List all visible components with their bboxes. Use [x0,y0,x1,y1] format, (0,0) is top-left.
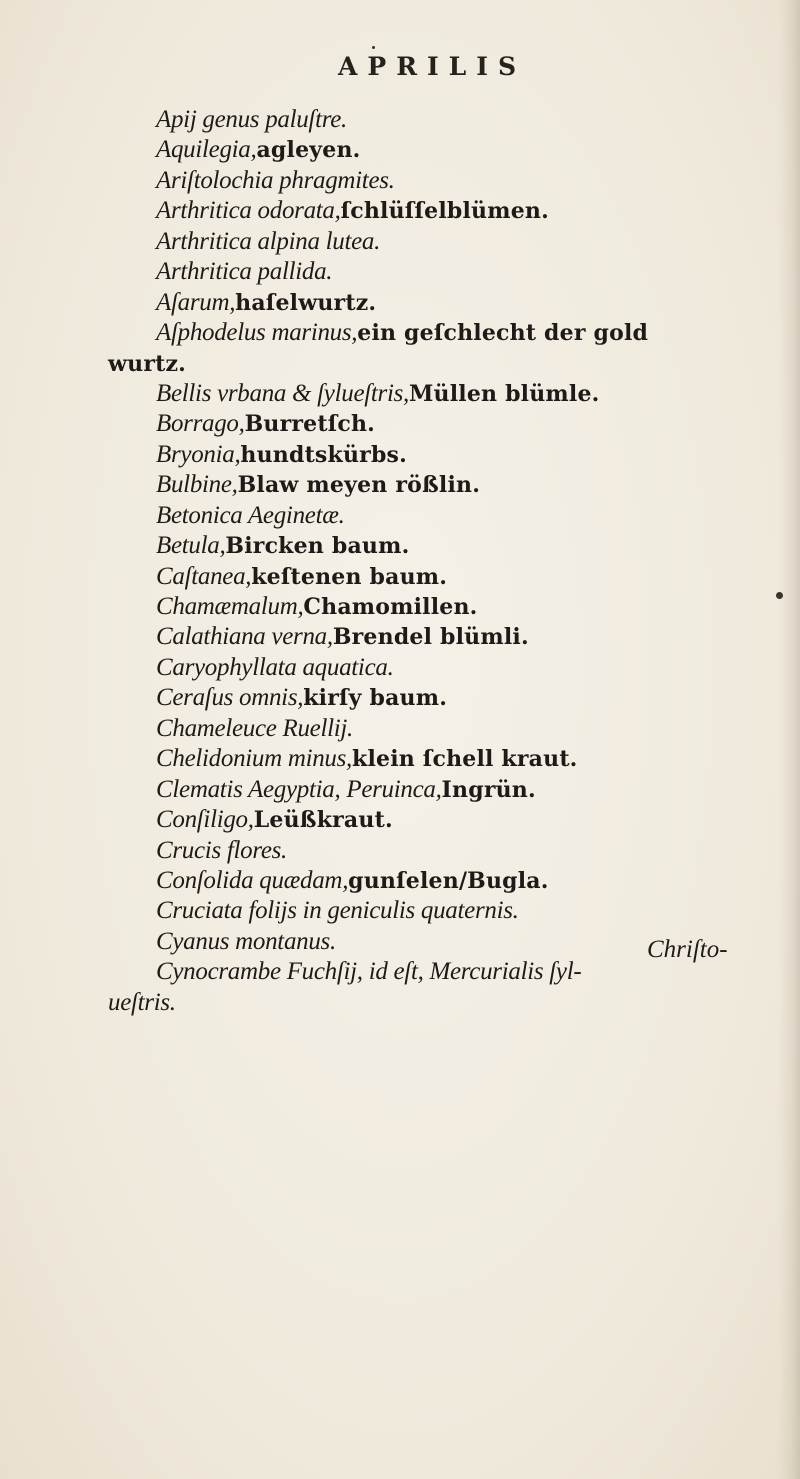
list-item [108,804,788,834]
list-item [108,165,788,195]
list-item [108,561,788,591]
catchword: Chriſto- [647,936,728,963]
list-item [108,226,788,256]
list-item [108,378,788,408]
running-title: APRILIS [338,52,526,81]
german-name: hundtskürbs. [240,441,407,468]
latin-name: Calathiana verna, [156,623,333,651]
list-item [108,895,788,925]
list-item [108,287,788,317]
latin-name: Bellis vrbana & ſylueſtris, [156,379,409,407]
german-name: Bircken baum. [225,533,410,560]
ink-speck [372,46,375,49]
latin-name: Chameleuce Ruellij. [156,714,354,742]
german-name: keſtenen baum. [251,563,448,590]
list-item [108,408,788,438]
german-name: ſchlüſſelblümen. [340,198,549,225]
list-item [108,713,788,743]
latin-name: Cynocrambe Fuchſij, id eſt, Mercurialis ſyl- [156,958,582,986]
list-item [108,865,788,895]
list-item [108,256,788,286]
latin-name: Betonica Aeginetæ. [156,501,345,529]
list-item [108,530,788,560]
list-item [108,621,788,651]
latin-name: Borrago, [156,410,245,438]
latin-name: Clematis Aegyptia, Peruinca, [156,775,442,803]
german-name: Ingrün. [441,776,536,803]
latin-name: Aſphodelus marinus, [156,319,358,347]
plant-list [108,104,788,1017]
latin-name: Ariſtolochia phragmites. [156,166,395,194]
list-item [108,774,788,804]
latin-name: Caryophyllata aquatica. [156,653,394,681]
latin-name: Cruciata folijs in geniculis quaternis. [156,897,519,925]
list-item [108,652,788,682]
german-name: gunſelen/Bugla. [348,867,549,894]
german-name: kirſy baum. [303,685,448,712]
latin-name: Aſarum, [156,288,236,316]
german-name: Brendel blümli. [332,624,529,651]
latin-name: Conſiligo, [156,806,254,834]
latin-name: Arthritica odorata, [156,197,341,225]
latin-name: ueſtris. [108,988,176,1016]
list-item-continuation [108,348,788,378]
german-name: agleyen. [256,137,361,164]
german-name: Chamomillen. [303,594,478,620]
latin-name: Arthritica alpina lutea. [156,227,381,255]
latin-name: Arthritica pallida. [156,258,333,286]
german-name: Burretſch. [244,411,376,438]
latin-name: Cyanus montanus. [156,927,336,955]
list-item [108,317,788,347]
latin-name: Bulbine, [156,471,238,499]
list-item [108,500,788,530]
german-name: wurtz. [108,350,187,377]
latin-name: Chamæmalum, [156,593,304,620]
list-item [108,195,788,225]
list-item [108,439,788,469]
latin-name: Chelidonium minus, [156,745,352,773]
german-name: Blaw meyen rößlin. [237,472,481,499]
latin-name: Bryonia, [156,440,241,468]
german-name: Müllen blümle. [408,380,600,407]
latin-name: Apij genus paluſtre. [156,106,347,133]
list-item [108,835,788,865]
list-item-continuation [108,987,788,1017]
list-item [108,469,788,499]
latin-name: Ceraſus omnis, [156,684,304,712]
latin-name: Aquilegia, [156,136,257,164]
german-name: haſelwurtz. [235,289,377,316]
list-item [108,743,788,773]
list-item [108,104,788,134]
german-name: klein ſchell kraut. [352,746,578,773]
list-item [108,682,788,712]
german-name: Leüßkraut. [253,807,393,834]
latin-name: Betula, [156,532,226,560]
latin-name: Caſtanea, [156,562,252,590]
latin-name: Conſolida quædam, [156,866,349,894]
german-name: ein geſchlecht der gold [357,320,649,347]
latin-name: Crucis flores. [156,836,287,864]
list-item [108,591,788,621]
list-item [108,134,788,164]
ink-speck [776,592,783,599]
